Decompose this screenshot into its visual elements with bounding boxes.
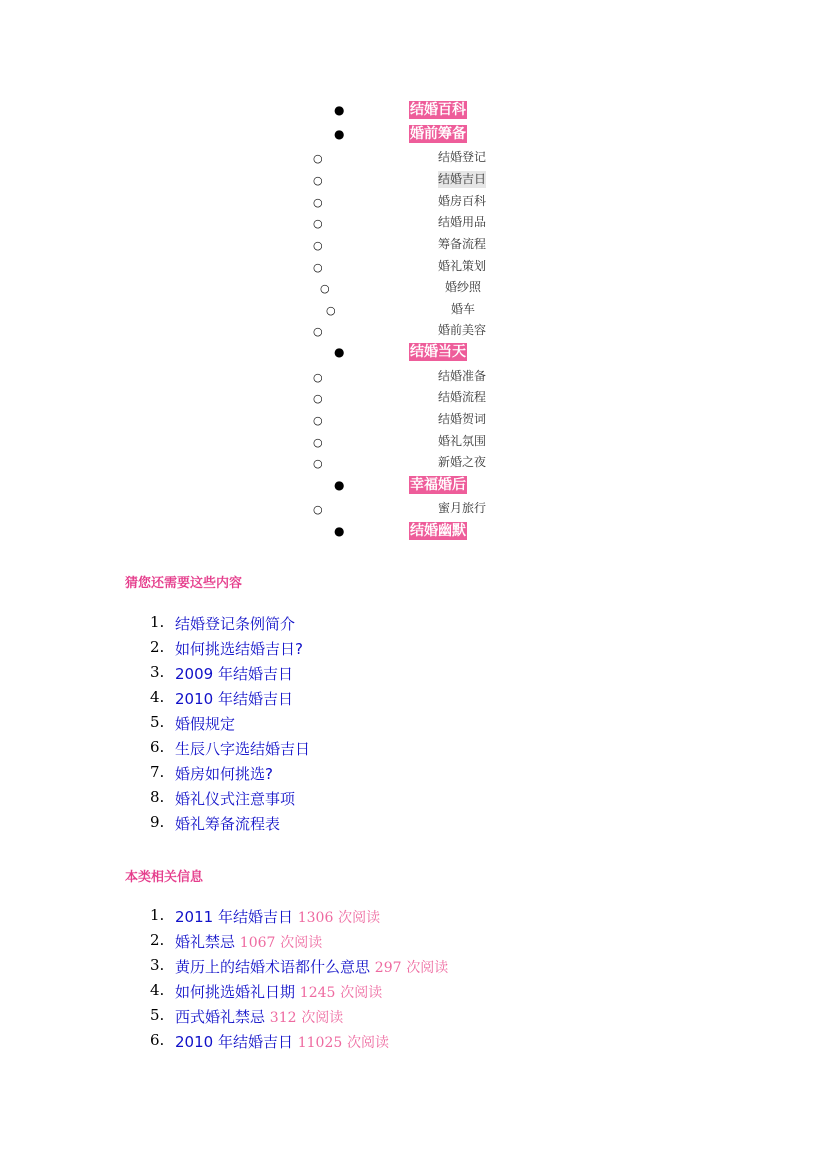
read-suffix: 次阅读 [338, 910, 381, 926]
nav-subitem [0, 258, 827, 280]
list-number: 5. [150, 713, 165, 731]
recommended-link[interactable]: 如何挑选结婚吉日? [175, 640, 303, 658]
bullet-circle-icon: ○ [313, 196, 323, 209]
bullet-circle-icon: ○ [313, 239, 323, 252]
list-number: 4. [150, 688, 165, 706]
read-suffix: 次阅读 [406, 960, 449, 976]
list-number: 6. [150, 1031, 165, 1049]
list-number: 4. [150, 981, 165, 999]
related-entry [175, 1031, 389, 1052]
read-count: 1245 [299, 985, 336, 1001]
read-count: 1067 [239, 935, 276, 951]
nav-sublink[interactable]: 婚礼氛围 [438, 434, 487, 448]
read-count: 11025 [297, 1035, 343, 1051]
nav-category-link[interactable]: 结婚幽默 [410, 523, 466, 539]
list-item [0, 738, 700, 763]
bullet-disc-icon: ● [334, 524, 345, 538]
related-link[interactable]: 如何挑选婚礼日期 [175, 983, 296, 1001]
list-item [0, 956, 700, 981]
list-item [0, 1031, 700, 1056]
recommended-link[interactable]: 婚礼仪式注意事项 [175, 790, 296, 808]
nav-subitem [0, 389, 827, 411]
related-entry [175, 906, 380, 927]
bullet-circle-icon: ○ [313, 436, 323, 449]
bullet-disc-icon: ● [334, 103, 345, 117]
read-count: 1306 [297, 910, 334, 926]
list-number: 9. [150, 813, 165, 831]
list-number: 3. [150, 663, 165, 681]
list-item [0, 788, 700, 813]
nav-subitem [0, 322, 827, 344]
bullet-disc-icon: ● [334, 478, 345, 492]
nav-subitem [0, 411, 827, 433]
list-number: 7. [150, 763, 165, 781]
read-count: 312 [269, 1010, 297, 1026]
list-item [0, 931, 700, 956]
related-title: 本类相关信息 [125, 870, 204, 885]
nav-sublink[interactable]: 婚礼策划 [438, 259, 487, 273]
bullet-circle-icon: ○ [313, 414, 323, 427]
read-suffix: 次阅读 [280, 935, 323, 951]
list-item [0, 688, 700, 713]
related-link[interactable]: 西式婚礼禁忌 [175, 1008, 266, 1026]
bullet-circle-icon: ○ [313, 152, 323, 165]
nav-category-link[interactable]: 幸福婚后 [410, 477, 466, 493]
nav-sublink[interactable]: 结婚准备 [438, 369, 487, 383]
recommended-link[interactable]: 2009 年结婚吉日 [175, 665, 293, 683]
related-entry [175, 981, 382, 1002]
nav-category-link[interactable]: 结婚百科 [410, 102, 466, 118]
recommended-link[interactable]: 结婚登记条例简介 [175, 615, 296, 633]
nav-category [0, 475, 827, 497]
bullet-circle-icon: ○ [313, 503, 323, 516]
nav-sublink[interactable]: 结婚贺词 [438, 412, 487, 426]
nav-subitem [0, 149, 827, 171]
related-link[interactable]: 黄历上的结婚术语都什么意思 [175, 958, 371, 976]
recommended-link[interactable]: 2010 年结婚吉日 [175, 690, 293, 708]
nav-subitem [0, 171, 827, 193]
nav-category [0, 124, 827, 146]
list-number: 5. [150, 1006, 165, 1024]
bullet-disc-icon: ● [334, 127, 345, 141]
nav-sublink[interactable]: 蜜月旅行 [438, 501, 487, 515]
nav-subitem [0, 301, 827, 323]
nav-subitem [0, 193, 827, 215]
bullet-circle-icon: ○ [313, 371, 323, 384]
nav-sublink[interactable]: 筹备流程 [438, 237, 487, 251]
bullet-circle-icon: ○ [320, 282, 330, 295]
related-link[interactable]: 2011 年结婚吉日 [175, 908, 293, 926]
list-item [0, 1006, 700, 1031]
bullet-circle-icon: ○ [326, 304, 336, 317]
nav-subitem [0, 500, 827, 522]
recommended-link[interactable]: 婚礼筹备流程表 [175, 815, 281, 833]
nav-sublink[interactable]: 婚房百科 [438, 194, 487, 208]
nav-sublink[interactable]: 结婚登记 [438, 150, 487, 164]
related-link[interactable]: 婚礼禁忌 [175, 933, 236, 951]
related-entry [175, 931, 322, 952]
read-suffix: 次阅读 [340, 985, 383, 1001]
nav-subitem [0, 454, 827, 476]
list-number: 1. [150, 613, 165, 631]
nav-subitem [0, 214, 827, 236]
list-item [0, 906, 700, 931]
read-count: 297 [374, 960, 402, 976]
nav-sublink[interactable]: 婚前美容 [438, 323, 487, 337]
bullet-circle-icon: ○ [313, 217, 323, 230]
read-suffix: 次阅读 [301, 1010, 344, 1026]
list-item [0, 638, 700, 663]
nav-sublink-active[interactable]: 结婚吉日 [438, 172, 487, 186]
related-entry [175, 956, 448, 977]
nav-sublink[interactable]: 结婚流程 [438, 390, 487, 404]
list-number: 2. [150, 931, 165, 949]
list-item [0, 713, 700, 738]
recommended-link[interactable]: 婚假规定 [175, 715, 236, 733]
nav-category-link[interactable]: 婚前筹备 [410, 126, 466, 142]
nav-subitem [0, 279, 827, 301]
list-item [0, 981, 700, 1006]
related-entry [175, 1006, 343, 1027]
recommended-link[interactable]: 婚房如何挑选? [175, 765, 273, 783]
nav-sublink[interactable]: 婚车 [451, 302, 476, 316]
nav-sublink[interactable]: 婚纱照 [445, 280, 482, 294]
bullet-disc-icon: ● [334, 345, 345, 359]
list-number: 8. [150, 788, 165, 806]
recommended-title: 猜您还需要这些内容 [125, 576, 243, 591]
nav-subitem [0, 433, 827, 455]
nav-category [0, 342, 827, 364]
list-item [0, 763, 700, 788]
recommended-link[interactable]: 生辰八字选结婚吉日 [175, 740, 311, 758]
list-number: 1. [150, 906, 165, 924]
related-link[interactable]: 2010 年结婚吉日 [175, 1033, 293, 1051]
list-number: 3. [150, 956, 165, 974]
list-item [0, 663, 700, 688]
bullet-circle-icon: ○ [313, 261, 323, 274]
nav-category [0, 100, 827, 122]
nav-sublink[interactable]: 结婚用品 [438, 215, 487, 229]
nav-subitem [0, 236, 827, 258]
nav-subitem [0, 368, 827, 390]
nav-category [0, 521, 827, 543]
list-number: 6. [150, 738, 165, 756]
list-item [0, 613, 700, 638]
nav-sublink[interactable]: 新婚之夜 [438, 455, 487, 469]
list-item [0, 813, 700, 838]
bullet-circle-icon: ○ [313, 325, 323, 338]
nav-category-link[interactable]: 结婚当天 [410, 344, 466, 360]
list-number: 2. [150, 638, 165, 656]
bullet-circle-icon: ○ [313, 392, 323, 405]
read-suffix: 次阅读 [347, 1035, 390, 1051]
bullet-circle-icon: ○ [313, 174, 323, 187]
bullet-circle-icon: ○ [313, 457, 323, 470]
